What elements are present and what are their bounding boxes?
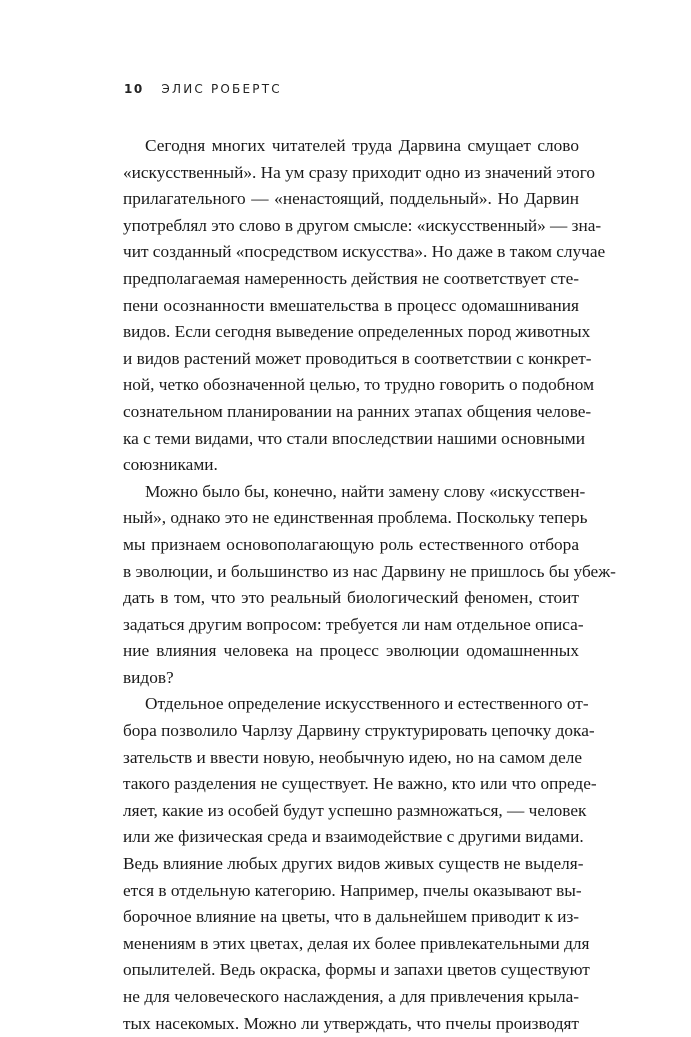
text-line: ка с теми видами, что стали впоследствии нашими основными	[123, 428, 585, 448]
text-line: Можно было бы, конечно, найти замену слову «искусствен-	[145, 481, 586, 501]
text-line: задаться другим вопросом: требуется ли нам отдельное описа-	[123, 614, 584, 634]
text-line: ние влияния человека на процесс эволюции одомашненных	[123, 641, 579, 661]
paragraph-1	[123, 133, 606, 479]
text-line: Ведь влияние любых других видов живых существ не выделя-	[123, 854, 584, 874]
text-line: борочное влияние на цветы, что в дальнейшем приводит к из-	[123, 907, 580, 927]
text-line: прилагательного — «ненастоящий, поддельный». Но Дарвин	[123, 189, 579, 209]
text-line: мы признаем основополагающую роль естественного отбора	[123, 534, 579, 554]
text-line: видов. Если сегодня выведение определенных пород животных	[123, 322, 591, 342]
text-line: тых насекомых. Можно ли утверждать, что пчелы производят	[123, 1013, 579, 1033]
running-head-author: ЭЛИС РОБЕРТС	[161, 82, 282, 96]
text-line: бора позволило Чарлзу Дарвину структурировать цепочку дока-	[123, 721, 595, 741]
text-line: опылителей. Ведь окраска, формы и запахи цветов существуют	[123, 960, 590, 980]
body-text	[123, 133, 616, 1037]
text-line: Сегодня многих читателей труда Дарвина смущает слово	[145, 136, 579, 155]
paragraph-2	[123, 479, 616, 692]
text-line: дать в том, что это реальный биологический феномен, стоит	[123, 588, 579, 608]
text-line: и видов растений может проводиться в соответствии с конкрет-	[123, 348, 592, 368]
running-head	[124, 82, 282, 96]
text-line: Отдельное определение искусственного и естественного от-	[145, 694, 589, 714]
text-line: или же физическая среда и взаимодействие с другими видами.	[123, 827, 584, 847]
text-line: не для человеческого наслаждения, а для привлечения крыла-	[123, 987, 579, 1006]
text-line: «искусственный». На ум сразу приходит одно из значений этого	[123, 162, 596, 182]
text-line: такого разделения не существует. Не важно, кто или что опреде-	[123, 774, 597, 794]
text-line: ный», однако это не единственная проблема. Поскольку теперь	[123, 508, 588, 528]
text-line: ной, четко обозначенной целью, то трудно говорить о подобном	[123, 375, 595, 395]
text-line: видов?	[123, 667, 174, 687]
text-line: ется в отдельную категорию. Например, пчелы оказывают вы-	[123, 880, 582, 900]
text-line: зательств и ввести новую, необычную идею, но на самом деле	[123, 747, 583, 767]
text-line: пени осознанности вмешательства в процесс одомашнивания	[123, 295, 579, 315]
page-number: 10	[124, 82, 144, 96]
paragraph-3	[123, 691, 597, 1037]
text-line: употреблял это слово в другом смысле: «искусственный» — зна-	[123, 215, 602, 235]
text-line: чит созданный «посредством искусства». Но даже в таком случае	[123, 242, 606, 262]
text-line: предполагаемая намеренность действия не соответствует сте-	[123, 268, 579, 288]
text-line: менениям в этих цветах, делая их более привлекательными для	[123, 933, 590, 953]
text-line: в эволюции, и большинство из нас Дарвину не пришлось бы убеж-	[123, 561, 616, 581]
text-line: сознательном планировании на ранних этапах общения челове-	[123, 401, 592, 421]
text-line: ляет, какие из особей будут успешно размножаться, — человек	[123, 800, 587, 820]
text-line: союзниками.	[123, 455, 218, 475]
